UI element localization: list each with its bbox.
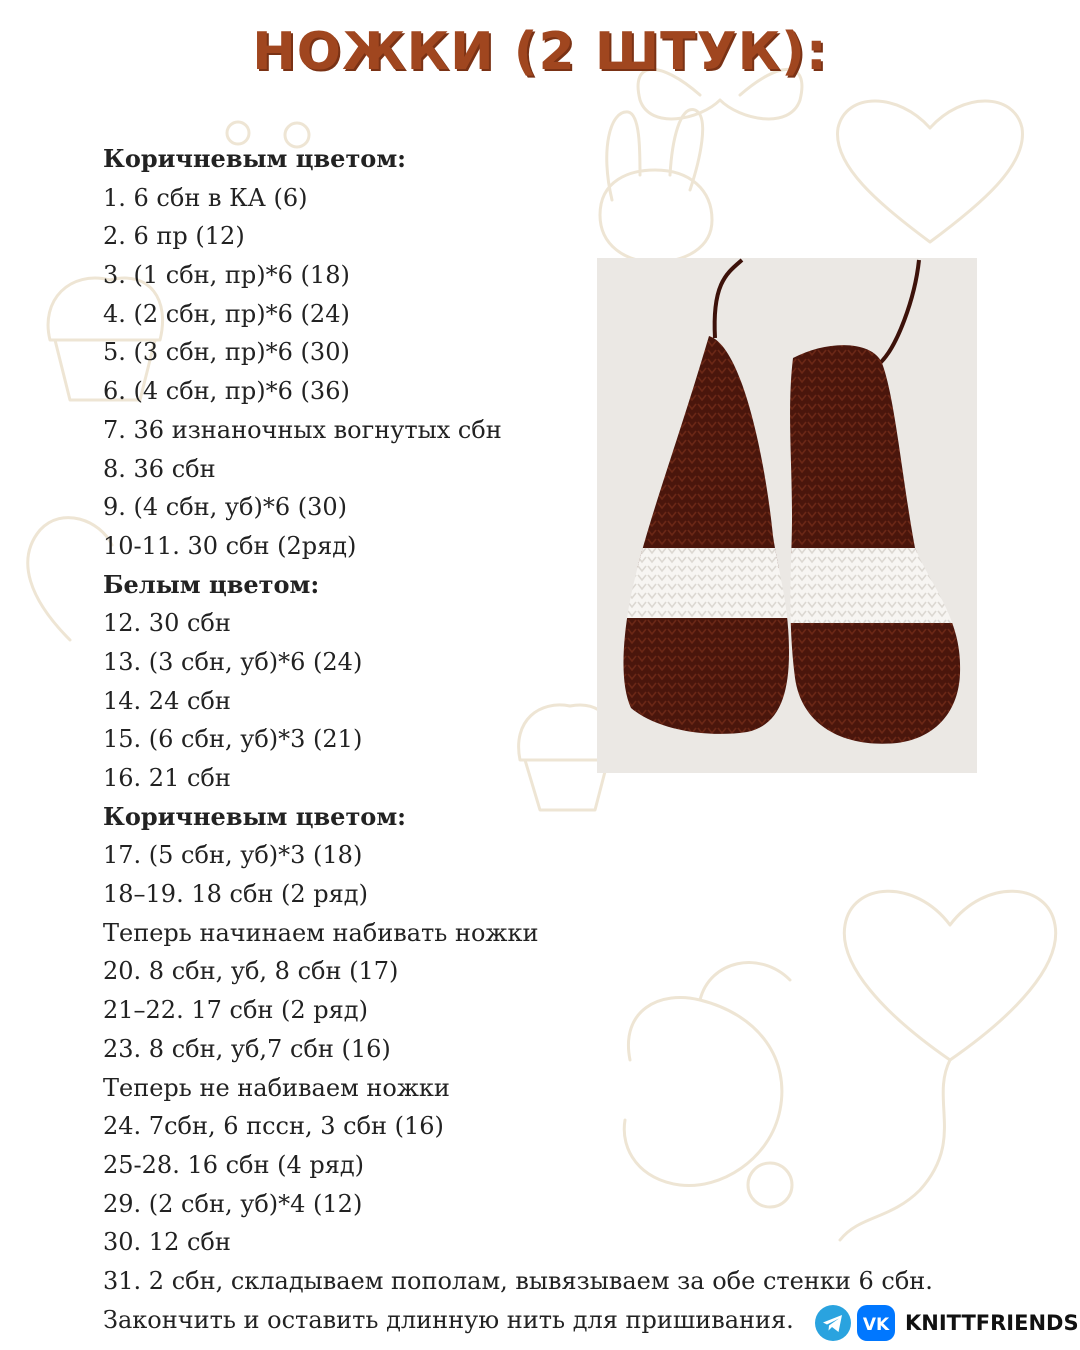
pattern-step: 14. 24 сбн xyxy=(103,686,231,715)
brand-badge xyxy=(815,1306,1079,1340)
pattern-step: 17. (5 сбн, уб)*3 (18) xyxy=(103,841,363,870)
pattern-step: 12. 30 сбн xyxy=(103,609,231,638)
pattern-step: 13. (3 сбн, уб)*6 (24) xyxy=(103,647,363,676)
pattern-step: 20. 8 сбн, уб, 8 сбн (17) xyxy=(103,957,399,986)
telegram-icon xyxy=(815,1305,851,1341)
pattern-step: 16. 21 сбн xyxy=(103,764,231,792)
pattern-step: Теперь не набиваем ножки xyxy=(103,1073,450,1102)
crochet-legs-photo xyxy=(597,258,977,773)
pattern-step: 3. (1 сбн, пр)*6 (18) xyxy=(103,261,350,290)
pattern-step: 1. 6 сбн в КА (6) xyxy=(103,183,308,212)
pattern-step: 24. 7сбн, 6 пссн, 3 сбн (16) xyxy=(103,1112,444,1141)
pattern-step: 29. (2 сбн, уб)*4 (12) xyxy=(103,1189,363,1218)
pattern-step: 8. 36 сбн xyxy=(103,454,216,483)
pattern-step: 21–22. 17 сбн (2 ряд) xyxy=(103,996,368,1025)
page-title: НОЖКИ (2 ШТУК): xyxy=(252,22,828,82)
section-heading: Коричневым цветом: xyxy=(103,801,407,831)
pattern-step: 23. 8 сбн, уб,7 сбн (16) xyxy=(103,1034,391,1063)
pattern-step: Теперь начинаем набивать ножки xyxy=(103,918,539,947)
pattern-step: 31. 2 сбн, складываем пополам, вывязываем за обе стенки 6 сбн. xyxy=(103,1266,933,1295)
heart-outline-middle xyxy=(28,518,112,640)
pattern-step: 18–19. 18 сбн (2 ряд) xyxy=(103,880,368,909)
vk-icon xyxy=(857,1305,895,1341)
pattern-step: 15. (6 сбн, уб)*3 (21) xyxy=(103,725,363,754)
section-heading: Коричневым цветом: xyxy=(103,144,407,173)
pattern-step: 25-28. 16 сбн (4 ряд) xyxy=(103,1150,365,1179)
pattern-step: 5. (3 сбн, пр)*6 (30) xyxy=(103,338,350,367)
pattern-step: 6. (4 сбн, пр)*6 (36) xyxy=(103,377,350,406)
pattern-step: 9. (4 сбн, уб)*6 (30) xyxy=(103,493,348,522)
section-heading: Белым цветом: xyxy=(103,569,320,599)
pattern-step: 30. 12 сбн xyxy=(103,1228,231,1257)
pattern-step: Закончить и оставить длинную нить для пришивания. xyxy=(103,1305,794,1334)
pattern-step: 4. (2 сбн, пр)*6 (24) xyxy=(103,299,350,328)
pattern-step: 10-11. 30 сбн (2ряд) xyxy=(103,531,357,560)
vk-icon-letters: VK xyxy=(862,1315,890,1335)
pattern-step: 2. 6 пр (12) xyxy=(103,222,245,251)
brand-name: KNITTFRIENDS xyxy=(905,1311,1079,1335)
pattern-step: 7. 36 изнаночных вогнутых сбн xyxy=(103,415,502,444)
